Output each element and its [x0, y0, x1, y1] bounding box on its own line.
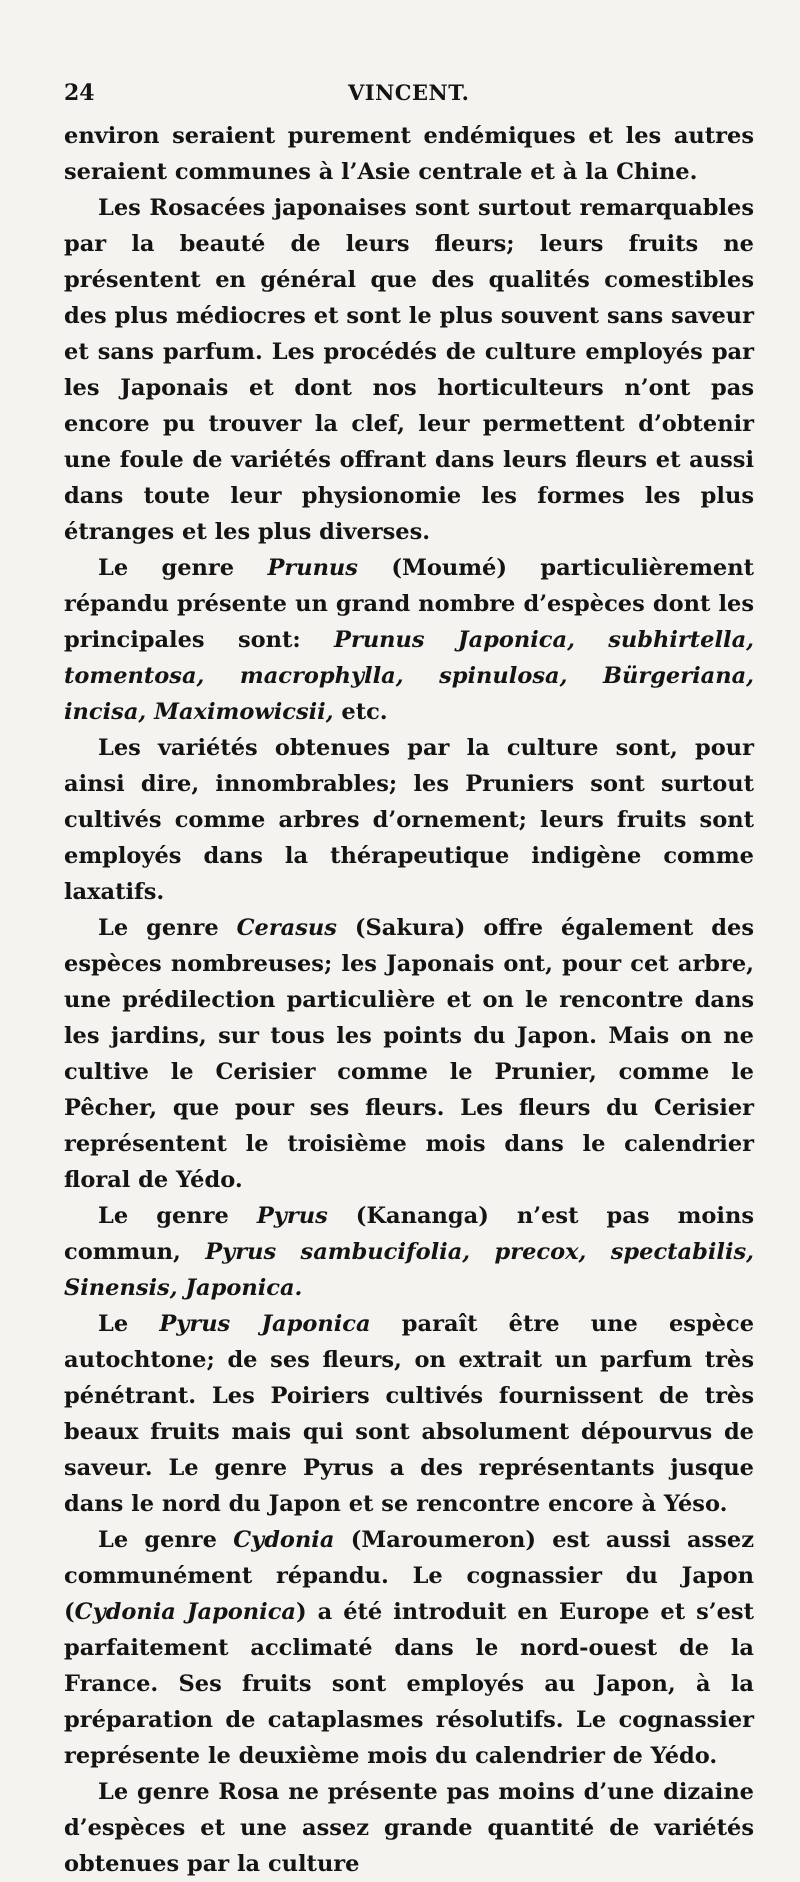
text-run: Le — [98, 1311, 160, 1337]
paragraph — [64, 190, 754, 550]
text-run: Le genre Rosa ne présente pas moins d’une dizaine d’espèces et une assez grande quantité de variétés obtenues par la culture — [64, 1779, 754, 1877]
text-run: Le genre — [98, 555, 268, 581]
paragraph — [64, 550, 754, 730]
paragraph — [64, 118, 754, 190]
text-run: (Sakura) offre également des espèces nombreuses; les Japonais ont, pour cet arbre, une prédilection particulière et on le rencontre dans les jardins, sur tous les points du Japon. Mais on ne cultive le Cerisier comme le Prunier, comme le Pêcher, que pour ses fleurs. Les fleurs du Cerisier représentent le troisième mois dans le calendrier floral de Yédo. — [64, 915, 754, 1193]
paragraph — [64, 1522, 754, 1774]
text-run: environ seraient purement endémiques et les autres seraient communes à l’Asie centrale et à la Chine. — [64, 123, 754, 185]
italic-run: Cydonia — [233, 1527, 335, 1553]
italic-run: Pyrus — [256, 1203, 328, 1229]
running-head: VINCENT. — [348, 80, 470, 105]
paragraph — [64, 910, 754, 1198]
text-run: ) a été introduit en Europe et s’est parfaitement acclimaté dans le nord-ouest de la France. Ses fruits sont employés au Japon, à la préparation de cataplasmes résolutifs. Le cognassier représente le deuxième mois du calendrier de Yédo. — [64, 1599, 754, 1769]
text-run: (Kananga) n’est pas moins commun, — [64, 1203, 754, 1265]
paragraph — [64, 1198, 754, 1306]
italic-run: Cydonia Japonica — [74, 1599, 296, 1625]
text-run: Le genre — [98, 915, 237, 941]
body-text — [64, 118, 754, 1882]
text-run: (Maroumeron) est aussi assez communément répandu. Le cognassier du Japon ( — [64, 1527, 754, 1625]
text-run: Le genre — [98, 1203, 257, 1229]
text-run: (Moumé) particulièrement répandu présente un grand nombre d’espèces dont les principales sont: — [64, 555, 754, 653]
paragraph — [64, 730, 754, 910]
italic-run: Prunus — [267, 555, 358, 581]
text-run: paraît être une espèce autochtone; de ses fleurs, on extrait un parfum très pénétrant. Les Poiriers cultivés fournissent de très beaux fruits mais qui sont absolument dépourvus de saveur. Le genre Pyrus a des représentants jusque dans le nord du Japon et se rencontre encore à Yéso. — [64, 1311, 755, 1517]
page-number: 24 — [64, 80, 95, 106]
italic-run: Cerasus — [236, 915, 337, 941]
page-header — [64, 80, 770, 110]
text-run: etc. — [333, 699, 388, 725]
text-run: Le genre — [98, 1527, 234, 1553]
text-run: Les variétés obtenues par la culture sont, pour ainsi dire, innombrables; les Pruniers sont surtout cultivés comme arbres d’ornement; leurs fruits sont employés dans la thérapeutique indigène comme laxatifs. — [64, 735, 754, 905]
italic-run: Pyrus sambucifolia, precox, spectabilis, Sinensis, Japonica. — [64, 1239, 754, 1301]
paragraph — [64, 1774, 754, 1882]
italic-run: Prunus Japonica, subhirtella, tomentosa, macrophylla, spinulosa, Bürgeriana, incisa, Maximowicsii, — [64, 627, 755, 725]
paragraph — [64, 1306, 754, 1522]
text-run: Les Rosacées japonaises sont surtout remarquables par la beauté de leurs fleurs; leurs fruits ne présentent en général que des qualités comestibles des plus médiocres et sont le plus souvent sans saveur et sans parfum. Les procédés de culture employés par les Japonais et dont nos horticulteurs n’ont pas encore pu trouver la clef, leur permettent d’obtenir une foule de variétés offrant dans leurs fleurs et aussi dans toute leur physionomie les formes les plus étranges et les plus diverses. — [64, 195, 754, 545]
italic-run: Pyrus Japonica — [159, 1311, 371, 1337]
